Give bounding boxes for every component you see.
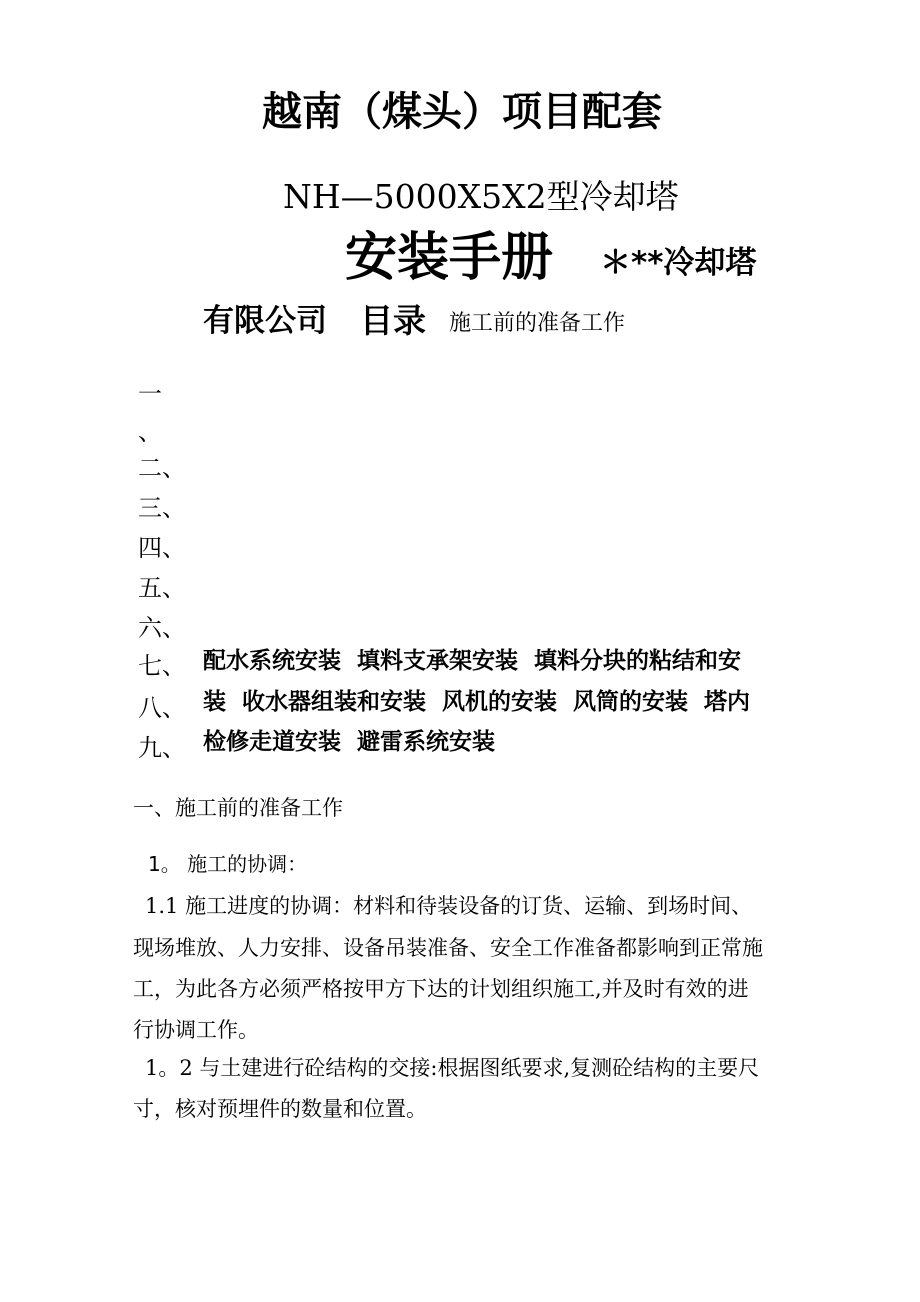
toc-numeral: 七、 <box>138 652 186 680</box>
toc-line: 装 收水器组装和安装 风机的安装 风筒的安装 塔内 <box>203 689 751 715</box>
paragraph-line: 1。2 与土建进行砼结构的交接:根据图纸要求,复测砼结构的主要尺 <box>145 1056 760 1080</box>
section-heading: 一、施工前的准备工作 <box>133 796 343 820</box>
paragraph-line: 行协调工作。 <box>133 1018 259 1042</box>
toc-numeral: 二、 <box>138 454 186 482</box>
subsection-heading: 1。 施工的协调： <box>148 852 308 876</box>
title-line-3: 安装手册 <box>345 227 554 288</box>
company-name-part2: 有限公司 <box>203 303 327 339</box>
toc-line: 配水系统安装 填料支承架安装 填料分块的粘结和安 <box>203 648 742 674</box>
paragraph-line: 寸，核对预埋件的数量和位置。 <box>133 1097 427 1121</box>
toc-first-item: 施工前的准备工作 <box>449 311 626 336</box>
toc-numeral: 一 <box>138 380 162 408</box>
toc-numeral: 五、 <box>138 574 186 602</box>
toc-numeral: 八、 <box>138 694 186 722</box>
toc-heading: 目录 <box>360 301 426 340</box>
toc-numeral: 、 <box>138 418 162 446</box>
toc-numeral: 六、 <box>138 614 186 642</box>
title-line-1: 越南（煤头）项目配套 <box>262 88 662 135</box>
paragraph-line: 现场堆放、人力安排、设备吊装准备、安全工作准备都影响到正常施 <box>133 936 763 960</box>
title-line-2: NH—5000X5X2型冷却塔 <box>283 177 679 216</box>
toc-numeral: 三、 <box>138 494 186 522</box>
toc-numeral: 九、 <box>138 734 186 762</box>
toc-line: 检修走道安装 避雷系统安装 <box>203 729 496 755</box>
paragraph-line: 工，为此各方必须严格按甲方下达的计划组织施工,并及时有效的进 <box>133 977 749 1001</box>
toc-numeral: 四、 <box>138 534 186 562</box>
paragraph-line: 1.1 施工进度的协调：材料和待装设备的订货、运输、到场时间、 <box>145 894 753 918</box>
company-name-part1: ＊**冷却塔 <box>600 245 757 281</box>
